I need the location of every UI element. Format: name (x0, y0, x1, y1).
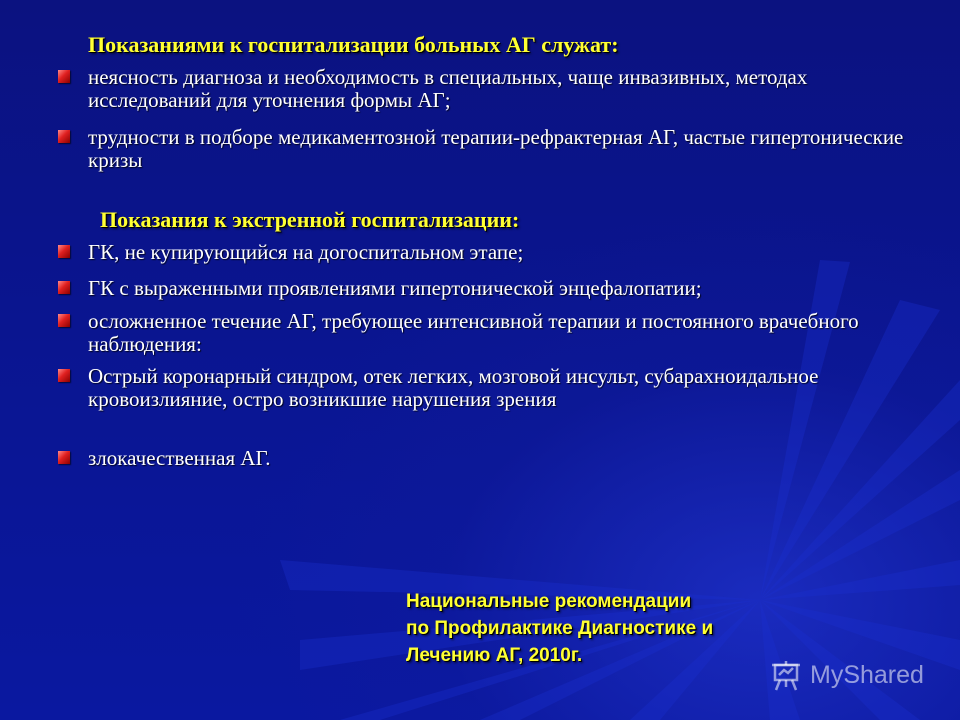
list-item-text: неясность диагноза и необходимость в специальных, чаще инвазивных, методах исследований для уточнения формы АГ; (88, 65, 808, 112)
section2-heading: Показания к экстренной госпитализации: (100, 207, 520, 232)
presentation-board-icon (768, 657, 804, 693)
red-square-bullet-icon (58, 451, 70, 464)
list-item-text: Острый коронарный синдром, отек легких, мозговой инсульт, субарахноидальное кровоизлияние, остро возникшие нарушения зрения (88, 364, 819, 411)
source-line: по Профилактике Диагностике и (406, 618, 714, 639)
red-square-bullet-icon (58, 314, 70, 327)
list-item-text: ГК, не купирующийся на догоспитальном этапе; (88, 240, 524, 264)
red-square-bullet-icon (58, 245, 70, 258)
list-item-text: ГК с выраженными проявлениями гипертонической энцефалопатии; (88, 276, 702, 300)
list-item-text: злокачественная АГ. (88, 446, 271, 470)
red-square-bullet-icon (58, 281, 70, 294)
red-square-bullet-icon (58, 130, 70, 143)
watermark (768, 656, 924, 694)
section1-heading: Показаниями к госпитализации больных АГ служат: (88, 32, 619, 57)
source-line: Национальные рекомендации (406, 591, 692, 612)
source-line: Лечению АГ, 2010г. (406, 645, 583, 666)
red-square-bullet-icon (58, 70, 70, 83)
watermark-label: MyShared (810, 660, 924, 689)
list-item-text: осложненное течение АГ, требующее интенсивной терапии и постоянного врачебного наблюдения: (88, 309, 859, 356)
list-item-text: трудности в подборе медикаментозной терапии-рефрактерная АГ, частые гипертонические кризы (88, 125, 904, 172)
source-citation (406, 588, 826, 669)
red-square-bullet-icon (58, 369, 70, 382)
